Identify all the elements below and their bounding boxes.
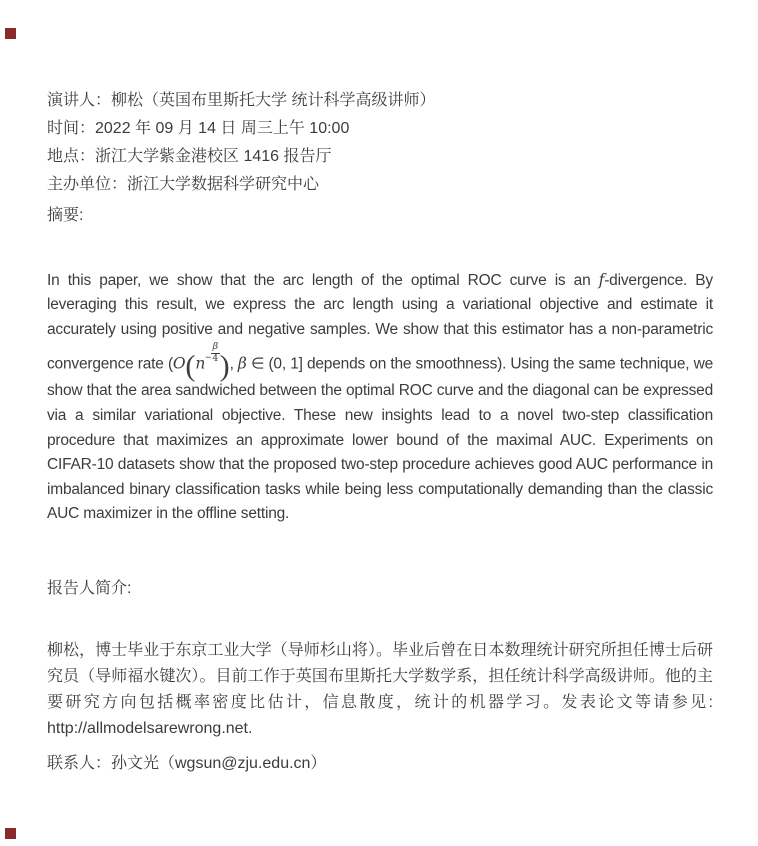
abstract-text-part-4: ∈ (0, 1] depends on the smoothness). Using the same technique, we show that the area sandwiched between the optimal ROC curve and the diagonal can be expressed via a similar variational objective. These new insights lead to a novel two-step classification procedure that maximizes an approximate lower bound of the maximal AUC. Experiments on CIFAR-10 datasets show that the proposed two-step procedure achieves good AUC performance in imbalanced binary classification tasks while being less computationally demanding than the classic AUC maximizer in the offline setting.: [47, 355, 713, 523]
abstract-text-part-3: ,: [229, 355, 238, 373]
bio-section-label: 报告人简介:: [47, 580, 132, 597]
exponent-minus-sign: −: [205, 352, 212, 364]
time-line: 时间：2022 年 09 月 14 日 周三上午 10:00: [47, 120, 350, 137]
location-line: 地点：浙江大学紫金港校区 1416 报告厅: [47, 148, 332, 165]
abstract-text-part-1: In this paper, we show that the arc length of the optimal ROC curve is an: [47, 271, 599, 289]
abstract-paragraph: [47, 268, 713, 527]
red-square-marker-bottom-icon: [5, 828, 16, 839]
math-n-symbol: n: [195, 354, 206, 373]
bio-url: http://allmodelsarewrong.net.: [47, 720, 253, 737]
math-O-symbol: O: [172, 354, 186, 373]
exponent-fraction: [211, 342, 220, 364]
big-paren-left: (: [185, 349, 196, 383]
math-f-symbol: f: [598, 270, 605, 289]
speaker-line: 演讲人：柳松（英国布里斯托大学 统计科学高级讲师）: [47, 92, 436, 109]
abstract-section-label: 摘要:: [47, 207, 84, 224]
organizer-line: 主办单位：浙江大学数据科学研究中心: [47, 176, 320, 193]
contact-line: 联系人：孙文光（wgsun@zju.edu.cn）: [47, 755, 327, 772]
bio-text: 柳松，博士毕业于东京工业大学（导师杉山将）。毕业后曾在日本数理统计研究所担任博士后研究员（导师福水键次）。目前工作于英国布里斯托大学数学系，担任统计科学高级讲师。他的主要研究方向包括概率密度比估计，信息散度，统计的机器学习。发表论文等请参见:: [47, 642, 713, 711]
fraction-numerator: β: [212, 341, 219, 353]
bio-paragraph: [47, 638, 713, 742]
abstract-text-part-2: -divergence. By leveraging this result, we express the arc length using a variational objective and estimate it accurately using positive and negative samples. We show that this estimator has a non-parametric convergence rate (: [47, 271, 713, 373]
math-beta-symbol: β: [237, 354, 247, 373]
big-paren-right: ): [219, 349, 230, 383]
fraction-denominator: 4: [212, 352, 219, 364]
red-square-marker-top-icon: [5, 28, 16, 39]
event-info-block: [47, 87, 713, 199]
